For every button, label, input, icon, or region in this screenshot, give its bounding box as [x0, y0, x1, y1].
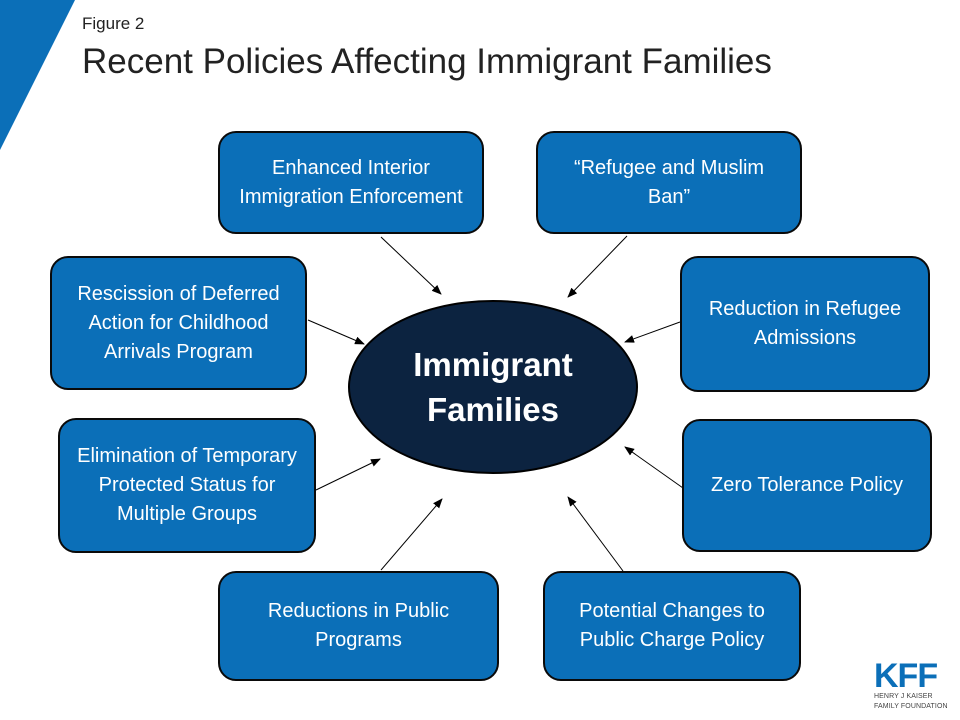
arrow-zero-tolerance: [625, 447, 683, 488]
center-label-line1: Immigrant: [413, 346, 573, 383]
kff-logo-line2: FAMILY FOUNDATION: [874, 703, 948, 710]
arrow-refugee-muslim-ban: [568, 236, 627, 297]
arrow-tps-elimination: [316, 459, 380, 490]
node-zero-tolerance: Zero Tolerance Policy: [682, 419, 932, 552]
node-tps-elimination: Elimination of Temporary Protected Status for Multiple Groups: [58, 418, 316, 553]
kff-logo-mark: KFF: [874, 657, 938, 695]
arrow-public-charge: [568, 497, 623, 571]
node-public-programs: Reductions in Public Programs: [218, 571, 499, 681]
kff-logo-line1: HENRY J KAISER: [874, 693, 933, 700]
kff-logo: [874, 657, 950, 711]
center-label-line2: Families: [426, 391, 560, 428]
arrow-public-programs: [381, 499, 442, 570]
figure-label: Figure 2: [82, 14, 145, 33]
node-daca-rescission: Rescission of Deferred Action for Childhood Arrivals Program: [50, 256, 307, 390]
node-refugee-muslim-ban: “Refugee and Muslim Ban”: [536, 131, 802, 234]
arrow-refugee-admissions: [625, 322, 680, 342]
node-interior-enforcement: Enhanced Interior Immigration Enforcement: [218, 131, 484, 234]
arrow-daca-rescission: [308, 320, 364, 344]
page-title: Recent Policies Affecting Immigrant Families: [82, 42, 772, 81]
arrow-interior-enforcement: [381, 237, 441, 294]
node-refugee-admissions: Reduction in Refugee Admissions: [680, 256, 930, 392]
center-node-immigrant-families: [348, 300, 638, 474]
node-public-charge: Potential Changes to Public Charge Policy: [543, 571, 801, 681]
